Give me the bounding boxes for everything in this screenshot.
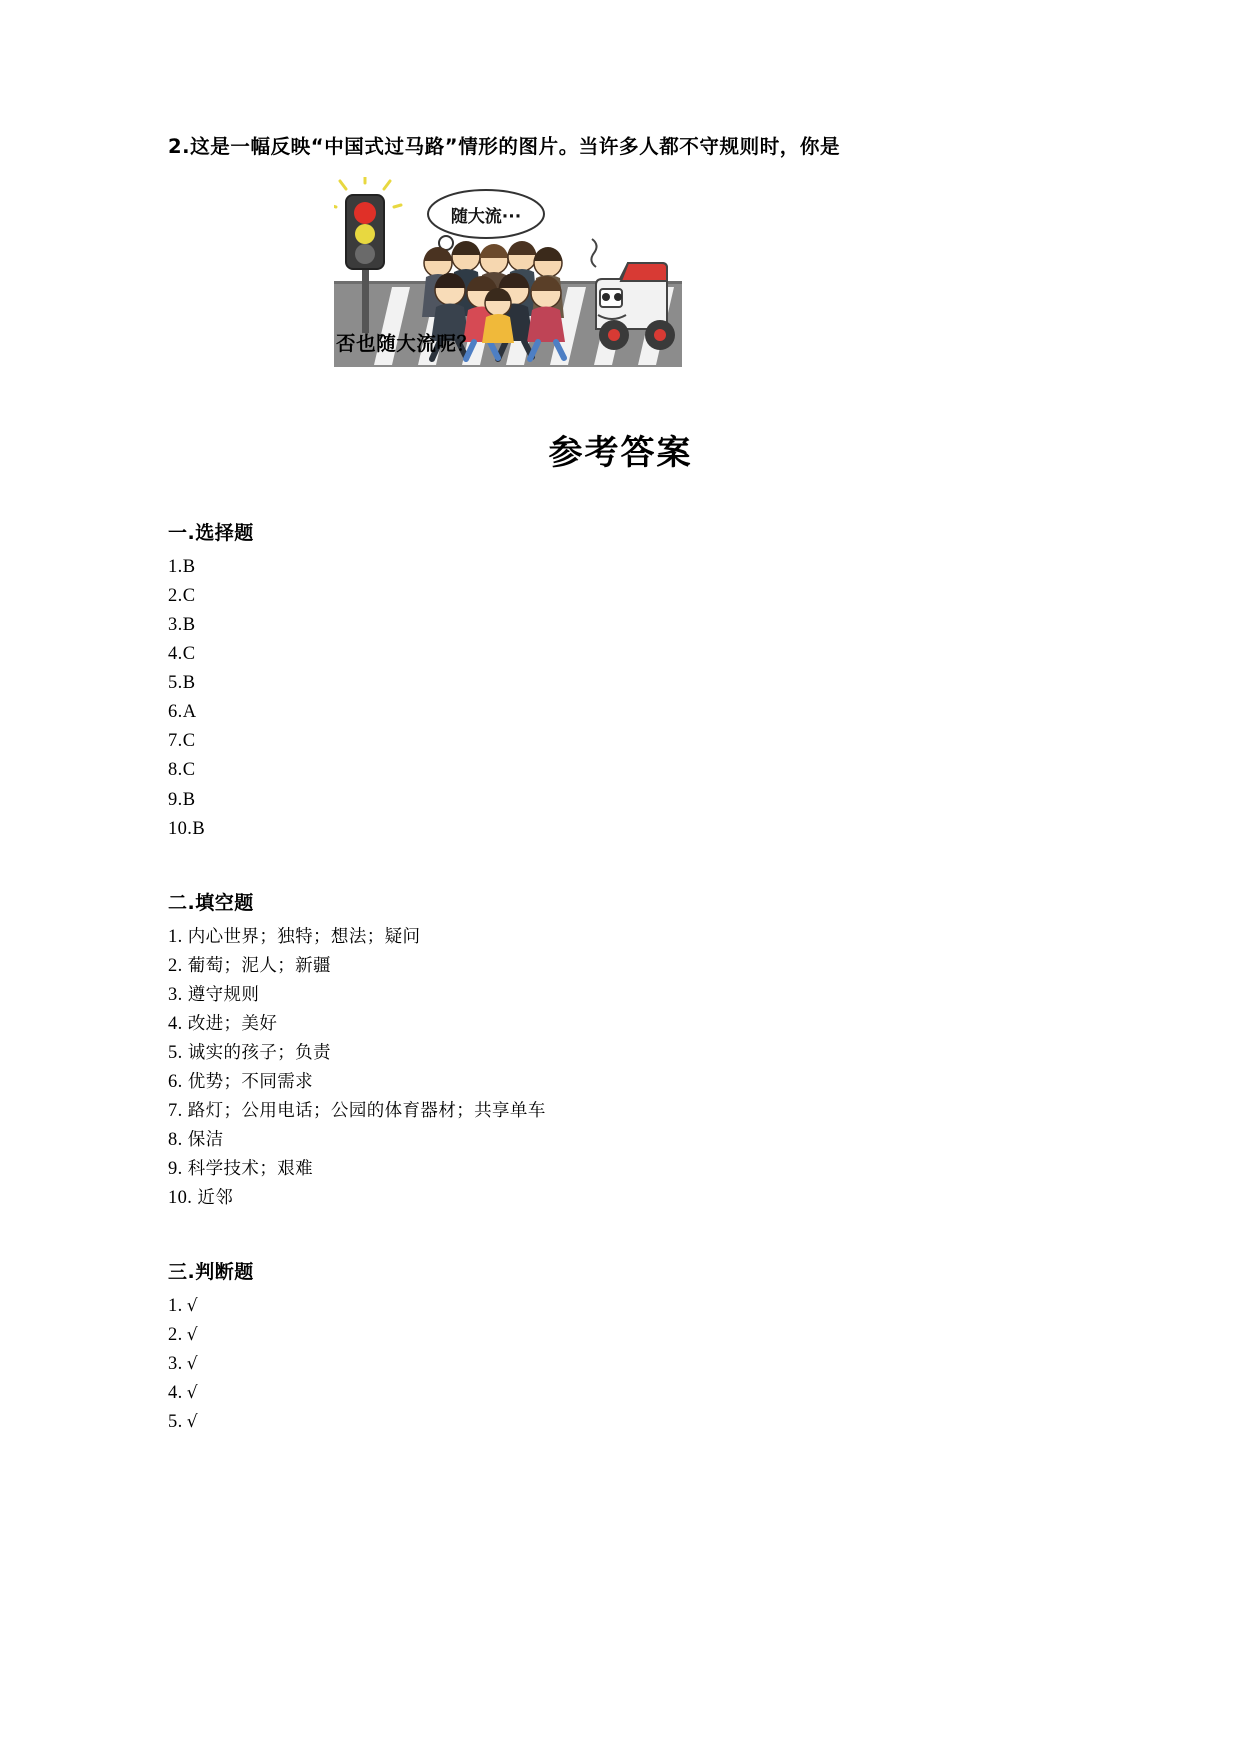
item-answer: 改进；美好 bbox=[187, 1013, 278, 1034]
item-number: 2. bbox=[168, 955, 183, 976]
section-heading-true-false: 三.判断题 bbox=[168, 1260, 254, 1283]
question-2-text-continued: 否也随大流呢？ bbox=[336, 332, 477, 355]
item-number: 6. bbox=[168, 1071, 183, 1092]
item-answer: B bbox=[192, 818, 206, 839]
item-answer: B bbox=[182, 673, 196, 694]
item-answer: C bbox=[182, 731, 196, 752]
item-number: 4. bbox=[168, 644, 183, 665]
item-answer: 科学技术；艰难 bbox=[187, 1158, 314, 1179]
item-number: 1. bbox=[168, 1295, 183, 1316]
item-number: 9. bbox=[168, 1158, 183, 1179]
list-item bbox=[168, 582, 1073, 611]
item-answer: √ bbox=[186, 1382, 198, 1403]
item-number: 2. bbox=[168, 586, 183, 607]
list-item bbox=[168, 1126, 1073, 1155]
item-number: 5. bbox=[168, 673, 183, 694]
answer-key-title: 参考答案 bbox=[548, 433, 693, 474]
list-item bbox=[168, 786, 1073, 815]
list-item bbox=[168, 1321, 1073, 1350]
section-heading-choice: 一.选择题 bbox=[168, 522, 254, 545]
answer-list-true-false bbox=[168, 1292, 1073, 1437]
item-number: 6. bbox=[168, 702, 183, 723]
item-number: 10. bbox=[168, 818, 193, 839]
item-number: 8. bbox=[168, 1129, 183, 1150]
answer-list-choice bbox=[168, 553, 1073, 843]
item-answer: C bbox=[182, 586, 196, 607]
item-answer: B bbox=[182, 615, 196, 636]
item-answer: 路灯；公用电话；公园的体育器材；共享单车 bbox=[187, 1100, 546, 1121]
list-item bbox=[168, 611, 1073, 640]
list-item bbox=[168, 756, 1073, 785]
item-answer: 诚实的孩子；负责 bbox=[187, 1042, 331, 1063]
list-item bbox=[168, 669, 1073, 698]
item-number: 10. bbox=[168, 1187, 193, 1208]
item-number: 2. bbox=[168, 1324, 183, 1345]
list-item bbox=[168, 815, 1073, 844]
item-answer: B bbox=[182, 557, 196, 578]
item-answer: √ bbox=[186, 1295, 198, 1316]
item-number: 7. bbox=[168, 731, 183, 752]
list-item bbox=[168, 1097, 1073, 1126]
item-number: 3. bbox=[168, 984, 183, 1005]
list-item bbox=[168, 923, 1073, 952]
list-item bbox=[168, 1292, 1073, 1321]
item-number: 4. bbox=[168, 1013, 183, 1034]
item-answer: √ bbox=[186, 1353, 198, 1374]
item-answer: C bbox=[182, 644, 196, 665]
list-item bbox=[168, 553, 1073, 582]
list-item bbox=[168, 1408, 1073, 1437]
item-answer: √ bbox=[186, 1412, 198, 1432]
item-number: 3. bbox=[168, 615, 183, 636]
list-item bbox=[168, 640, 1073, 669]
answer-list-fill-blank bbox=[168, 923, 1073, 1213]
item-answer: B bbox=[182, 789, 196, 810]
item-answer: 遵守规则 bbox=[187, 984, 260, 1005]
section-heading-fill-blank: 二.填空题 bbox=[168, 891, 254, 914]
item-number: 5. bbox=[168, 1412, 183, 1432]
list-item bbox=[168, 1039, 1073, 1068]
list-item bbox=[168, 727, 1073, 756]
svg-text:随大流···: 随大流··· bbox=[450, 207, 522, 228]
page-content bbox=[168, 0, 1073, 1437]
list-item bbox=[168, 1010, 1073, 1039]
item-answer: C bbox=[182, 760, 196, 781]
item-answer: 内心世界；独特；想法；疑问 bbox=[187, 926, 421, 947]
item-answer: 近邻 bbox=[197, 1187, 234, 1208]
item-answer: √ bbox=[186, 1324, 198, 1345]
item-number: 4. bbox=[168, 1382, 183, 1403]
item-number: 3. bbox=[168, 1353, 183, 1374]
list-item bbox=[168, 1068, 1073, 1097]
item-answer: 保洁 bbox=[187, 1129, 224, 1150]
list-item bbox=[168, 981, 1073, 1010]
list-item bbox=[168, 1184, 1073, 1213]
list-item bbox=[168, 1379, 1073, 1408]
item-number: 7. bbox=[168, 1100, 183, 1121]
item-answer: A bbox=[182, 702, 197, 723]
item-answer: 优势；不同需求 bbox=[187, 1071, 314, 1092]
item-number: 8. bbox=[168, 760, 183, 781]
list-item bbox=[168, 1350, 1073, 1379]
item-number: 5. bbox=[168, 1042, 183, 1063]
list-item bbox=[168, 1155, 1073, 1184]
item-number: 1. bbox=[168, 557, 183, 578]
item-number: 9. bbox=[168, 789, 183, 810]
question-2-text: 2.这是一幅反映“中国式过马路”情形的图片。当许多人都不守规则时，你是 bbox=[168, 135, 841, 158]
list-item bbox=[168, 952, 1073, 981]
item-number: 1. bbox=[168, 926, 183, 947]
list-item bbox=[168, 698, 1073, 727]
item-answer: 葡萄；泥人；新疆 bbox=[187, 955, 331, 976]
